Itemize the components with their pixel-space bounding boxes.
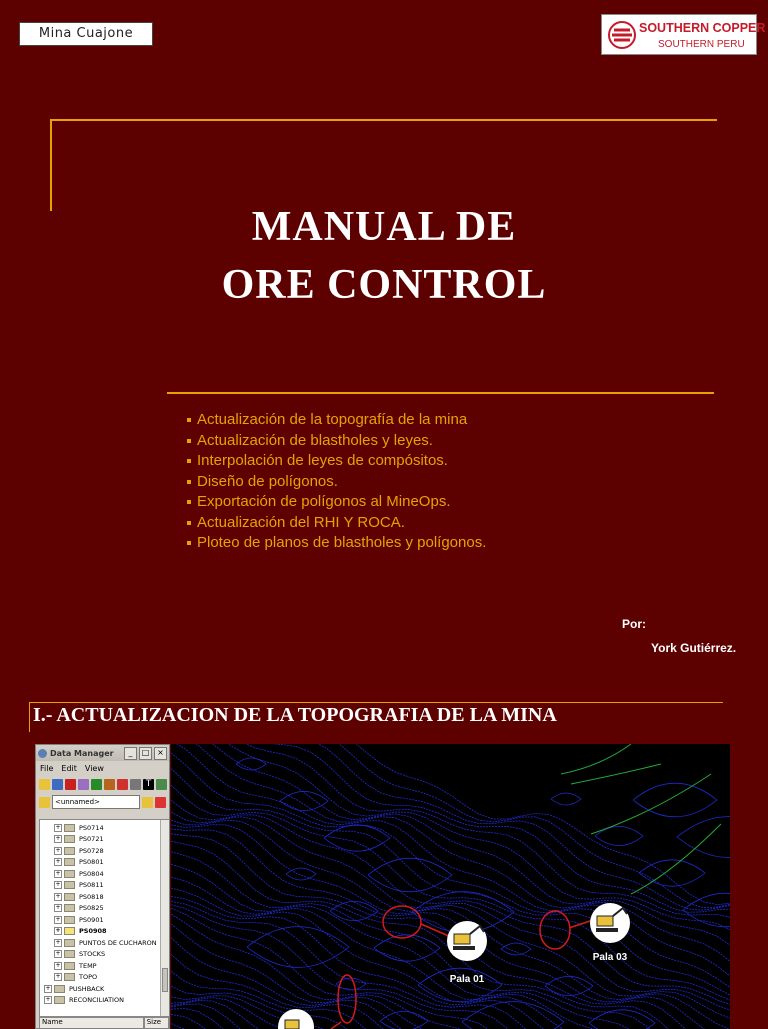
open-icon[interactable] [142, 797, 153, 808]
bullet-icon [187, 541, 191, 545]
folder-icon [64, 881, 75, 889]
topography-map[interactable] [171, 744, 730, 1029]
folder-icon [64, 858, 75, 866]
contour-line [171, 986, 730, 1029]
list-header [39, 1017, 169, 1029]
bullet-icon [187, 500, 191, 504]
menu-file[interactable]: File [40, 764, 53, 773]
folder-up-icon[interactable] [39, 797, 50, 808]
marker-label: Pala 03 [593, 952, 628, 963]
company-logo [601, 14, 757, 55]
topography-svg [171, 744, 730, 1029]
split-icon[interactable] [78, 779, 89, 790]
marker-icon[interactable] [65, 779, 76, 790]
tree-item[interactable]: + TEMP [54, 960, 170, 972]
tree-item[interactable]: + PS0818 [54, 891, 170, 903]
logo-icon [608, 21, 636, 49]
title-line-1: MANUAL DE [0, 203, 768, 251]
tree-item[interactable]: + PS0728 [54, 845, 170, 857]
folder-icon [64, 904, 75, 912]
menu-edit[interactable]: Edit [61, 764, 77, 773]
tree-item[interactable]: + TOPO [54, 972, 170, 984]
contour-line [171, 744, 730, 962]
toolbar [36, 775, 169, 793]
workspace-select[interactable]: <unnamed> [52, 795, 140, 809]
bullet-icon [187, 480, 191, 484]
marker-label: Pala 01 [450, 974, 485, 985]
contour-loop [380, 1011, 428, 1029]
contour-loop [551, 793, 581, 805]
topic-list [187, 410, 486, 554]
highlight-circle-1 [383, 906, 421, 938]
mine-label: Mina Cuajone [19, 22, 153, 46]
minimize-button[interactable]: _ [124, 747, 137, 760]
highlight-circle-2 [540, 911, 570, 949]
section-left-rule [29, 702, 30, 732]
contour-line [171, 901, 730, 1029]
topic-item: Interpolación de leyes de compósitos. [187, 451, 486, 472]
tree-icon[interactable] [91, 779, 102, 790]
contour-line [171, 744, 730, 946]
logo-line-1: SOUTHERN COPPER [639, 21, 765, 35]
text-tool-icon[interactable]: T [143, 779, 154, 790]
scrollbar-thumb[interactable] [162, 968, 168, 992]
folder-icon [64, 950, 75, 958]
contour-line [171, 829, 730, 1029]
tree-item[interactable]: + PUNTOS DE CUCHARON [54, 937, 170, 949]
contour-loop [677, 817, 730, 858]
folder-icon [64, 962, 75, 970]
bullet-icon [187, 418, 191, 422]
tree-item[interactable]: + STOCKS [54, 949, 170, 961]
topics-rule [167, 392, 714, 394]
tree-scrollbar[interactable] [160, 820, 170, 1016]
delete-icon[interactable] [155, 797, 166, 808]
contour-loop [462, 1002, 564, 1029]
tree-item[interactable]: + RECONCILIATION [44, 995, 170, 1007]
author-label: Por: [622, 617, 646, 631]
contour-lines [171, 744, 730, 1029]
folder-icon [64, 847, 75, 855]
solid-icon[interactable] [104, 779, 115, 790]
tree-item[interactable]: + PS0714 [54, 822, 170, 834]
folder-icon [64, 939, 75, 947]
section-title: I.- ACTUALIZACION DE LA TOPOGRAFIA DE LA MINA [33, 704, 557, 727]
shovel-marker-partial [278, 1009, 314, 1029]
folder-icon [64, 870, 75, 878]
open-folder-icon [64, 927, 75, 935]
tree-item[interactable]: + PS0825 [54, 903, 170, 915]
pointer-line-3 [331, 1022, 341, 1029]
contour-line [171, 744, 730, 908]
author-name: York Gutiérrez. [651, 641, 736, 655]
logo-line-2: SOUTHERN PERU [658, 39, 745, 50]
tree-item[interactable]: + PS0721 [54, 834, 170, 846]
shovel-marker-pala-03 [590, 903, 630, 963]
diamond-icon[interactable] [117, 779, 128, 790]
topic-item: Diseño de polígonos. [187, 472, 486, 493]
contour-loop [595, 826, 643, 845]
shovel-marker-pala-01 [447, 921, 487, 985]
bullet-icon [187, 439, 191, 443]
tree-item[interactable]: + PS0804 [54, 868, 170, 880]
maximize-button[interactable]: □ [139, 747, 152, 760]
tree-item-selected[interactable]: + PS0908 [54, 926, 170, 938]
contour-line [171, 896, 730, 1029]
size-column-header[interactable]: Size [144, 1017, 169, 1029]
tree-item[interactable]: + PUSHBACK [44, 983, 170, 995]
grid-icon[interactable] [130, 779, 141, 790]
topic-item: Actualización del RHI Y ROCA. [187, 513, 486, 534]
folder-tree [39, 819, 170, 1017]
tree-item[interactable]: + PS0901 [54, 914, 170, 926]
close-button[interactable]: × [154, 747, 167, 760]
data-manager-window [35, 744, 170, 1029]
app-icon [38, 749, 47, 758]
folder-icon [64, 824, 75, 832]
contour-line [171, 954, 730, 1029]
layers-icon[interactable] [52, 779, 63, 790]
topic-item: Ploteo de planos de blastholes y polígonos. [187, 533, 486, 554]
window-title: Data Manager [50, 749, 124, 758]
tree-item[interactable]: + PS0811 [54, 880, 170, 892]
contour-loop [286, 868, 316, 880]
folder-icon [54, 985, 65, 993]
tree-item[interactable]: + PS0801 [54, 857, 170, 869]
combo-row [36, 793, 169, 811]
open-folder-icon[interactable] [39, 779, 50, 790]
section-top-rule [29, 702, 723, 703]
folder-icon [64, 916, 75, 924]
topic-item: Actualización de la topografía de la mina [187, 410, 486, 431]
topic-item: Actualización de blastholes y leyes. [187, 431, 486, 452]
folder-icon [64, 973, 75, 981]
contour-line [171, 769, 730, 996]
contour-line [171, 825, 730, 1029]
folder-icon [64, 835, 75, 843]
bullet-icon [187, 521, 191, 525]
contour-loop [501, 943, 531, 955]
title-line-2: ORE CONTROL [0, 261, 768, 309]
data-manager-titlebar [36, 745, 169, 761]
contour-loop [280, 791, 328, 810]
folder-icon [64, 893, 75, 901]
frame-left-rule [50, 119, 52, 211]
contour-line [171, 888, 730, 1029]
menu-bar [36, 761, 169, 775]
folder-icon [54, 996, 65, 1004]
menu-view[interactable]: View [85, 764, 104, 773]
image-icon[interactable] [156, 779, 167, 790]
topic-item: Exportación de polígonos al MineOps. [187, 492, 486, 513]
bullet-icon [187, 459, 191, 463]
pointer-line-2 [569, 920, 593, 928]
name-column-header[interactable]: Name [39, 1017, 144, 1029]
contour-line [171, 744, 730, 918]
contour-loop [639, 860, 705, 886]
frame-top-rule [51, 119, 717, 121]
